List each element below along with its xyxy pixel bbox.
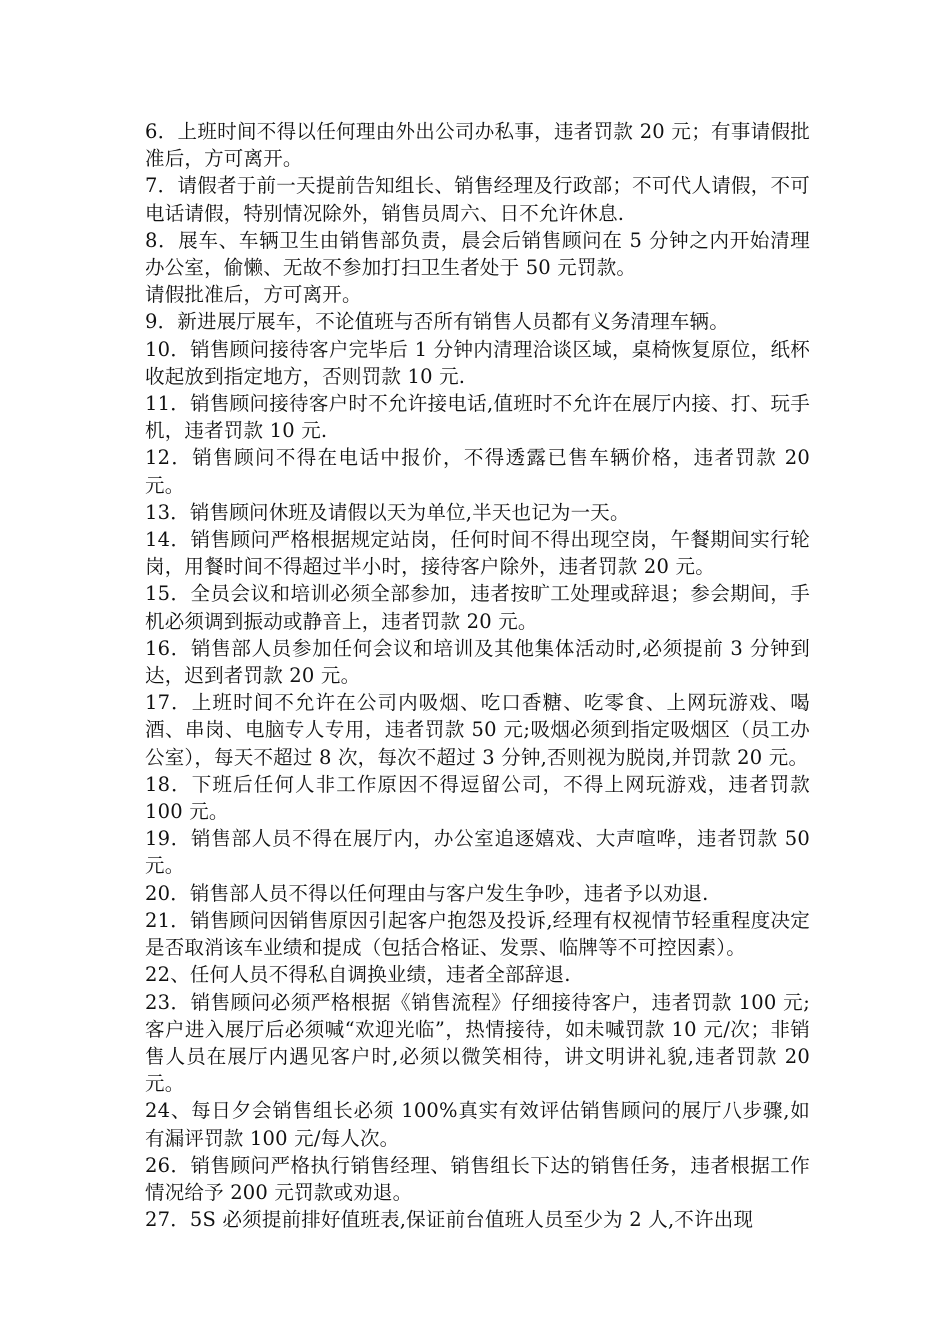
rule-paragraph: 15．全员会议和培训必须全部参加，违者按旷工处理或辞退；参会期间，手机必须调到振动或静音上，违者罚款 20 元。	[145, 582, 810, 633]
rule-paragraph: 20．销售部人员不得以任何理由与客户发生争吵，违者予以劝退.	[145, 881, 709, 905]
rule-paragraph: 16．销售部人员参加任何会议和培训及其他集体活动时,必须提前 3 分钟到达，迟到者罚款 20 元。	[145, 636, 810, 688]
rule-paragraph: 18．下班后任何人非工作原因不得逗留公司，不得上网玩游戏，违者罚款 100 元。	[145, 772, 810, 824]
rule-paragraph: 8．展车、车辆卫生由销售部负责，晨会后销售顾问在 5 分钟之内开始清理办公室，偷懒、无故不参加打扫卫生者处于 50 元罚款。	[145, 228, 810, 280]
rule-paragraph: 22、任何人员不得私自调换业绩，违者全部辞退.	[145, 963, 571, 987]
rule-paragraph: 19．销售部人员不得在展厅内，办公室追逐嬉戏、大声喧哗，违者罚款 50 元。	[145, 827, 810, 878]
rule-paragraph: 9．新进展厅展车，不论值班与否所有销售人员都有义务清理车辆。	[145, 310, 729, 334]
rule-paragraph: 24、每日夕会销售组长必须 100%真实有效评估销售顾问的展厅八步骤,如有漏评罚款 100 元/每人次。	[145, 1099, 810, 1150]
rule-paragraph: 27．5S 必须提前排好值班表,保证前台值班人员至少为 2 人,不许出现	[145, 1208, 754, 1232]
rule-paragraph: 21．销售顾问因销售原因引起客户抱怨及投诉,经理有权视情节轻重程度决定是否取消该车业绩和提成（包括合格证、发票、临牌等不可控因素）。	[145, 908, 810, 960]
rule-paragraph: 13．销售顾问休班及请假以天为单位,半天也记为一天。	[145, 500, 630, 524]
rule-paragraph: 14．销售顾问严格根据规定站岗，任何时间不得出现空岗，午餐期间实行轮岗，用餐时间不得超过半小时，接待客户除外，违者罚款 20 元。	[145, 528, 810, 579]
rule-paragraph: 6．上班时间不得以任何理由外出公司办私事，违者罚款 20 元；有事请假批准后，方可离开。	[145, 120, 810, 171]
rule-paragraph: 23．销售顾问必须严格根据《销售流程》仔细接待客户，违者罚款 100 元;客户进入展厅后必须喊“欢迎光临”，热情接待，如未喊罚款 10 元/次；非销售人员在展厅内遇见客户时,必须以微笑相待，讲文明讲礼貌,违者罚款 20 元。	[145, 990, 810, 1096]
rule-paragraph: 11．销售顾问接待客户时不允许接电话,值班时不允许在展厅内接、打、玩手机，违者罚款 10 元.	[145, 392, 810, 443]
rules-text-body	[145, 118, 810, 1233]
rule-paragraph: 请假批准后，方可离开。	[145, 283, 362, 307]
rule-paragraph: 17．上班时间不允许在公司内吸烟、吃口香糖、吃零食、上网玩游戏、喝酒、串岗、电脑专人专用，违者罚款 50 元;吸烟必须到指定吸烟区（员工办公室），每天不超过 8 次，每次不超过 3 分钟,否则视为脱岗,并罚款 20 元。	[145, 691, 810, 769]
rule-paragraph: 12．销售顾问不得在电话中报价，不得透露已售车辆价格，违者罚款 20 元。	[145, 446, 810, 497]
rule-paragraph: 10．销售顾问接待客户完毕后 1 分钟内清理洽谈区域，桌椅恢复原位，纸杯收起放到指定地方，否则罚款 10 元.	[145, 337, 810, 388]
rule-paragraph: 26．销售顾问严格执行销售经理、销售组长下达的销售任务，违者根据工作情况给予 200 元罚款或劝退。	[145, 1153, 810, 1204]
rule-paragraph: 7．请假者于前一天提前告知组长、销售经理及行政部；不可代人请假，不可电话请假，特别情况除外，销售员周六、日不允许休息.	[145, 174, 810, 225]
